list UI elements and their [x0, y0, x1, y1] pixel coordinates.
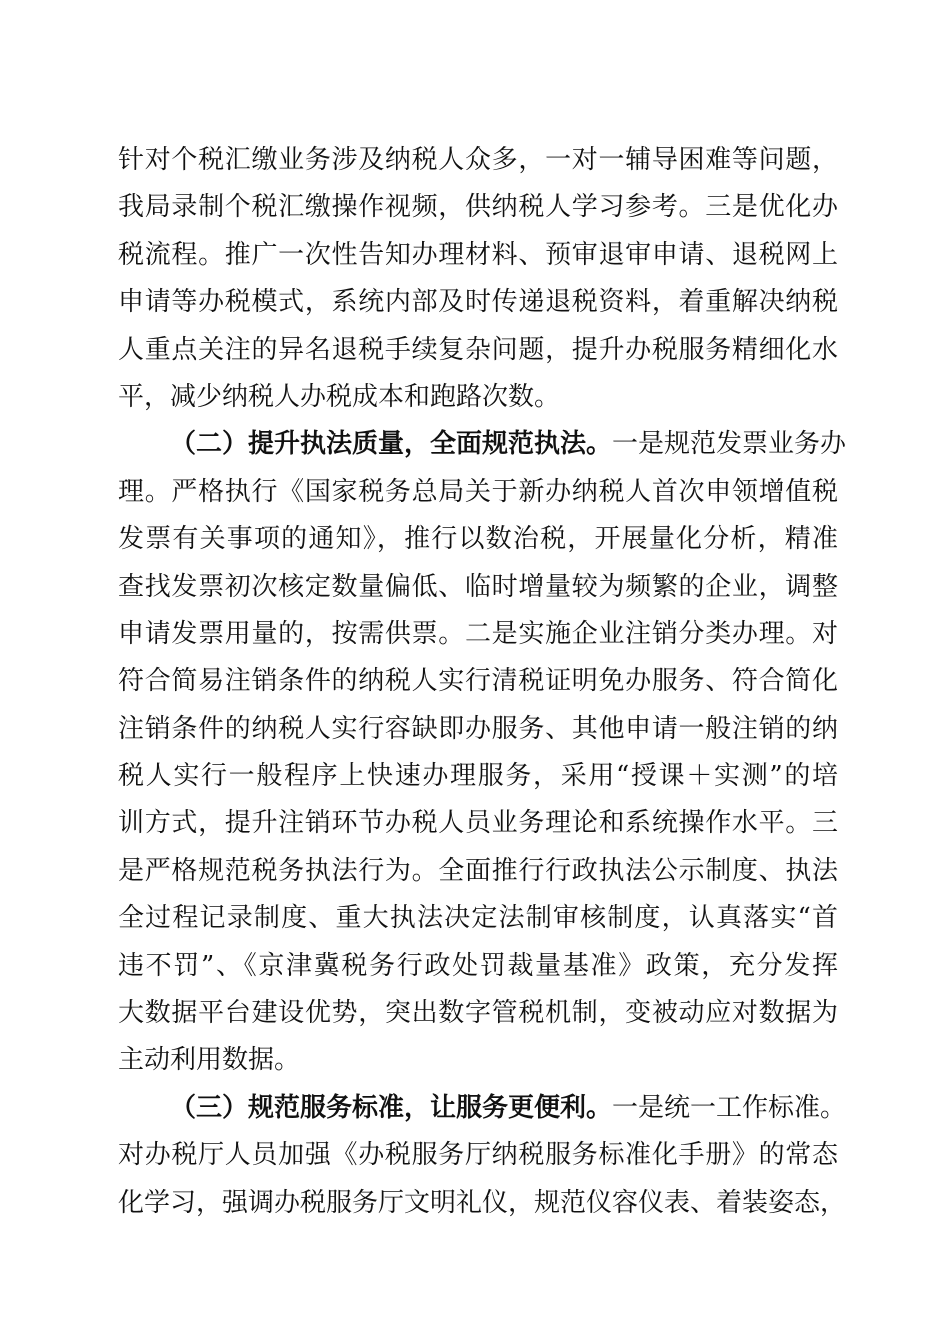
text-line — [118, 848, 838, 895]
text-line — [118, 943, 838, 990]
body-text: 一是统一工作标准。 — [612, 1092, 847, 1123]
body-text: 税人实行一般程序上快速办理服务，采用“授课＋实测”的培 — [118, 761, 838, 792]
text-line — [118, 895, 838, 942]
text-line — [118, 753, 838, 800]
body-text: 对办税厅人员加强《办税服务厅纳税服务标准化手册》的常态 — [118, 1140, 838, 1171]
text-line — [118, 232, 838, 279]
text-line — [118, 137, 838, 184]
body-text: 大数据平台建设优势，突出数字管税机制，变被动应对数据为 — [118, 998, 838, 1029]
text-line — [118, 279, 838, 326]
text-line — [118, 516, 838, 563]
body-text: 训方式，提升注销环节办税人员业务理论和系统操作水平。三 — [118, 808, 838, 839]
body-text: 主动利用数据。 — [118, 1045, 301, 1076]
text-line — [118, 184, 838, 231]
text-line — [118, 658, 838, 705]
text-line — [118, 990, 838, 1037]
text-line — [118, 1085, 847, 1132]
body-text: 税流程。推广一次性告知办理材料、预审退审申请、退税网上 — [118, 239, 838, 270]
body-text: 注销条件的纳税人实行容缺即办服务、其他申请一般注销的纳 — [118, 713, 838, 744]
text-line — [118, 1180, 847, 1227]
body-text: 我局录制个税汇缴操作视频，供纳税人学习参考。三是优化办 — [118, 192, 838, 223]
body-text: 平，减少纳税人办税成本和跑路次数。 — [118, 381, 561, 412]
body-text: 符合简易注销条件的纳税人实行清税证明免办服务、符合简化 — [118, 666, 838, 697]
text-line — [118, 1037, 838, 1084]
body-text: 是严格规范税务执法行为。全面推行行政执法公示制度、执法 — [118, 855, 838, 886]
body-text: 针对个税汇缴业务涉及纳税人众多，一对一辅导困难等问题， — [118, 145, 838, 175]
section-heading: （三）规范服务标准，让服务更便利。 — [170, 1092, 613, 1123]
body-text: 违不罚”、《京津冀税务行政处罚裁量基准》政策，充分发挥 — [118, 950, 838, 981]
body-text: 查找发票初次核定数量偏低、临时增量较为频繁的企业，调整 — [118, 571, 838, 602]
text-line — [118, 469, 838, 516]
document-body — [118, 137, 847, 1227]
text-line — [118, 800, 838, 847]
text-line — [118, 374, 838, 421]
body-text: 人重点关注的异名退税手续复杂问题，提升办税服务精细化水 — [118, 334, 838, 365]
section-heading: （二）提升执法质量，全面规范执法。 — [170, 429, 613, 460]
text-line — [118, 1132, 838, 1179]
body-text: 化学习，强调办税服务厅文明礼仪，规范仪容仪表、着装姿态， — [118, 1187, 847, 1218]
text-line — [118, 611, 838, 658]
body-text: 一是规范发票业务办 — [612, 429, 847, 460]
body-text: 发票有关事项的通知》，推行以数治税，开展量化分析，精准 — [118, 524, 838, 555]
body-text: 申请等办税模式，系统内部及时传递退税资料，着重解决纳税 — [118, 287, 838, 318]
body-text: 全过程记录制度、重大执法决定法制审核制度，认真落实“首 — [118, 903, 838, 934]
text-line — [118, 421, 847, 468]
text-line — [118, 706, 838, 753]
text-line — [118, 327, 838, 374]
body-text: 申请发票用量的，按需供票。二是实施企业注销分类办理。对 — [118, 618, 838, 649]
text-line — [118, 564, 838, 611]
body-text: 理。严格执行《国家税务总局关于新办纳税人首次申领增值税 — [118, 476, 838, 507]
